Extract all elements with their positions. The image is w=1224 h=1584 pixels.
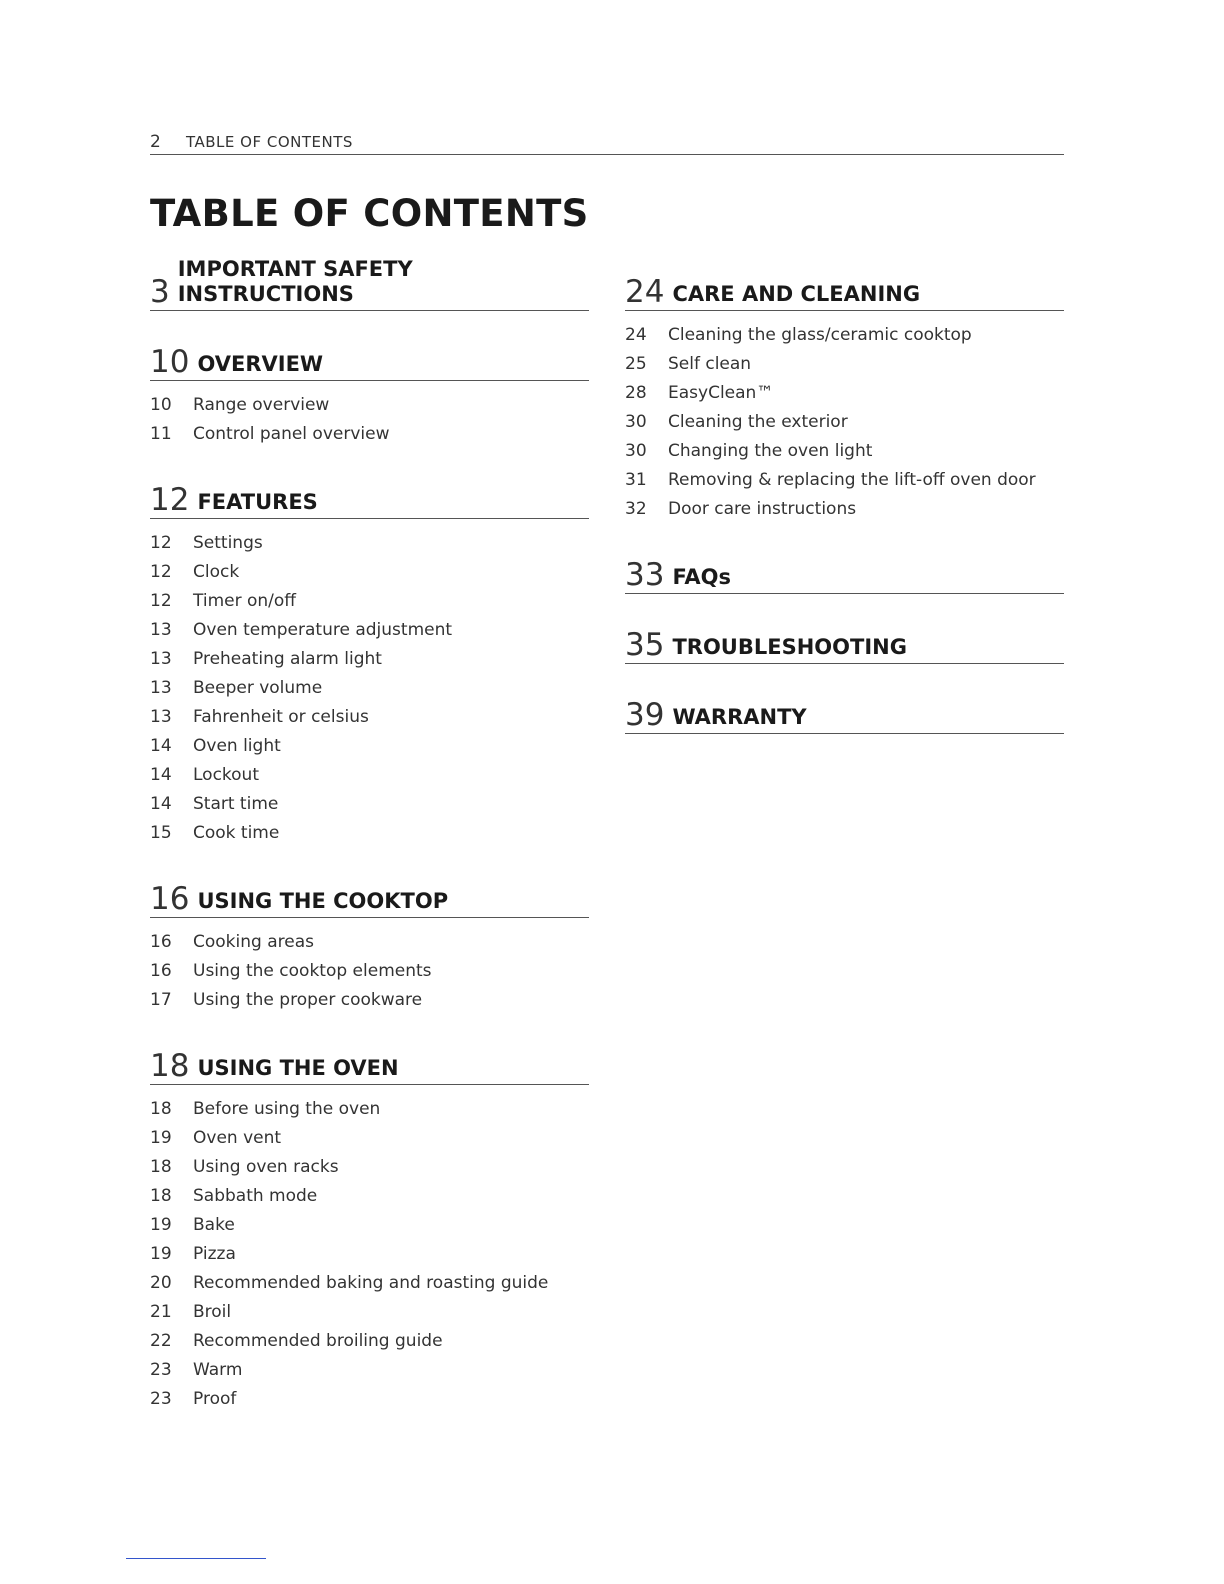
entry-title: Door care instructions <box>668 499 857 519</box>
section-page-number: 3 <box>150 274 170 310</box>
entry-page-number: 12 <box>150 591 172 611</box>
entry-page-number: 16 <box>150 961 172 981</box>
entry-title: Cook time <box>193 823 280 843</box>
entry-title: Timer on/off <box>193 591 297 611</box>
toc-entry[interactable] <box>150 616 589 645</box>
running-title: TABLE OF CONTENTS <box>186 133 353 151</box>
entry-page-number: 14 <box>150 794 172 814</box>
section-title: FEATURES <box>197 489 318 514</box>
section-title: USING THE COOKTOP <box>197 888 449 913</box>
entry-page-number: 18 <box>150 1157 172 1177</box>
entry-title: Clock <box>193 562 240 582</box>
entry-title: Settings <box>193 533 263 553</box>
entry-page-number: 28 <box>625 383 647 403</box>
entry-page-number: 18 <box>150 1099 172 1119</box>
entry-title: Oven temperature adjustment <box>193 620 453 640</box>
entry-page-number: 14 <box>150 736 172 756</box>
toc-section-heading[interactable] <box>625 695 1064 734</box>
toc-entry[interactable] <box>150 1298 589 1327</box>
toc-entry[interactable] <box>150 957 589 986</box>
entry-page-number: 22 <box>150 1331 172 1351</box>
toc-section-heading[interactable] <box>625 555 1064 594</box>
entry-title: Before using the oven <box>193 1099 381 1119</box>
toc-entry[interactable] <box>150 703 589 732</box>
section-page-number: 24 <box>625 274 665 310</box>
entry-title: Start time <box>193 794 279 814</box>
section-title: IMPORTANT SAFETY INSTRUCTIONS <box>177 256 413 306</box>
toc-section <box>150 480 589 848</box>
entry-page-number: 30 <box>625 441 647 461</box>
toc-section-heading[interactable] <box>150 879 589 918</box>
entry-title: EasyClean™ <box>668 383 774 403</box>
toc-entry[interactable] <box>150 645 589 674</box>
toc-entry[interactable] <box>625 350 1064 379</box>
entry-page-number: 16 <box>150 932 172 952</box>
entry-title: Cooking areas <box>193 932 314 952</box>
entry-page-number: 25 <box>625 354 647 374</box>
section-title: OVERVIEW <box>197 351 324 376</box>
entry-title: Bake <box>193 1215 235 1235</box>
toc-entry[interactable] <box>150 1385 589 1414</box>
entry-title: Preheating alarm light <box>193 649 382 669</box>
entry-page-number: 19 <box>150 1244 172 1264</box>
entry-page-number: 24 <box>625 325 647 345</box>
section-page-number: 16 <box>150 881 190 917</box>
toc-entry[interactable] <box>625 495 1064 524</box>
toc-entry[interactable] <box>150 1182 589 1211</box>
toc-entry[interactable] <box>150 986 589 1015</box>
entry-title: Fahrenheit or celsius <box>193 707 369 727</box>
page-number: 2 <box>150 132 162 152</box>
section-title: WARRANTY <box>672 704 807 729</box>
toc-section-heading[interactable] <box>150 1046 589 1085</box>
toc-entry[interactable] <box>625 408 1064 437</box>
toc-section-heading[interactable] <box>625 625 1064 664</box>
toc-section <box>625 695 1064 734</box>
toc-entry[interactable] <box>150 1124 589 1153</box>
toc-right-column <box>625 272 1064 765</box>
entry-title: Using the proper cookware <box>193 990 423 1010</box>
entry-page-number: 23 <box>150 1360 172 1380</box>
toc-entry[interactable] <box>150 1240 589 1269</box>
toc-entry[interactable] <box>625 437 1064 466</box>
section-page-number: 39 <box>625 697 665 733</box>
entry-title: Cleaning the exterior <box>668 412 848 432</box>
toc-section <box>150 879 589 1015</box>
section-page-number: 12 <box>150 482 190 518</box>
toc-entry[interactable] <box>150 732 589 761</box>
toc-entry[interactable] <box>150 1211 589 1240</box>
entry-title: Lockout <box>193 765 259 785</box>
toc-entry[interactable] <box>150 1095 589 1124</box>
toc-entry-list <box>150 529 589 848</box>
entry-title: Changing the oven light <box>668 441 873 461</box>
entry-page-number: 20 <box>150 1273 172 1293</box>
entry-page-number: 19 <box>150 1215 172 1235</box>
entry-title: Using the cooktop elements <box>193 961 432 981</box>
entry-page-number: 13 <box>150 678 172 698</box>
toc-entry[interactable] <box>625 321 1064 350</box>
entry-page-number: 12 <box>150 533 172 553</box>
section-title: CARE AND CLEANING <box>672 281 921 306</box>
toc-section <box>625 272 1064 524</box>
toc-section <box>150 1046 589 1414</box>
toc-entry[interactable] <box>150 1153 589 1182</box>
entry-title: Using oven racks <box>193 1157 339 1177</box>
entry-page-number: 14 <box>150 765 172 785</box>
entry-page-number: 13 <box>150 649 172 669</box>
entry-title: Sabbath mode <box>193 1186 318 1206</box>
entry-page-number: 11 <box>150 424 172 444</box>
toc-entry[interactable] <box>150 587 589 616</box>
entry-title: Recommended broiling guide <box>193 1331 443 1351</box>
entry-title: Oven light <box>193 736 281 756</box>
toc-entry-list <box>150 928 589 1015</box>
entry-page-number: 21 <box>150 1302 172 1322</box>
footer-rule <box>126 1558 266 1559</box>
toc-entry[interactable] <box>150 391 589 420</box>
entry-title: Removing & replacing the lift-off oven door <box>668 470 1036 490</box>
section-page-number: 33 <box>625 557 665 593</box>
toc-entry[interactable] <box>150 1356 589 1385</box>
entry-title: Proof <box>193 1389 237 1409</box>
toc-entry-list <box>625 321 1064 524</box>
entry-page-number: 12 <box>150 562 172 582</box>
toc-entry[interactable] <box>150 790 589 819</box>
entry-title: Warm <box>193 1360 243 1380</box>
entry-title: Range overview <box>193 395 330 415</box>
entry-page-number: 15 <box>150 823 172 843</box>
entry-title: Self clean <box>668 354 752 374</box>
entry-page-number: 32 <box>625 499 647 519</box>
toc-entry[interactable] <box>150 558 589 587</box>
toc-section-heading[interactable] <box>150 256 589 311</box>
section-page-number: 35 <box>625 627 665 663</box>
entry-title: Oven vent <box>193 1128 282 1148</box>
toc-entry[interactable] <box>150 420 589 449</box>
toc-entry[interactable] <box>150 761 589 790</box>
entry-page-number: 13 <box>150 620 172 640</box>
toc-section <box>150 342 589 449</box>
entry-title: Control panel overview <box>193 424 390 444</box>
entry-page-number: 10 <box>150 395 172 415</box>
running-header <box>150 132 1064 155</box>
toc-entry[interactable] <box>625 466 1064 495</box>
toc-entry[interactable] <box>150 928 589 957</box>
section-title: FAQs <box>672 564 731 589</box>
toc-left-column <box>150 256 589 1445</box>
entry-page-number: 13 <box>150 707 172 727</box>
section-title: USING THE OVEN <box>197 1055 399 1080</box>
toc-entry[interactable] <box>625 379 1064 408</box>
page-title: TABLE OF CONTENTS <box>150 192 589 235</box>
toc-section-heading[interactable] <box>150 480 589 519</box>
entry-page-number: 31 <box>625 470 647 490</box>
toc-entry[interactable] <box>150 819 589 848</box>
section-title: TROUBLESHOOTING <box>672 634 907 659</box>
entry-page-number: 23 <box>150 1389 172 1409</box>
entry-page-number: 17 <box>150 990 172 1010</box>
entry-title: Broil <box>193 1302 232 1322</box>
toc-entry[interactable] <box>150 1269 589 1298</box>
toc-entry[interactable] <box>150 529 589 558</box>
entry-title: Beeper volume <box>193 678 323 698</box>
toc-entry-list <box>150 391 589 449</box>
toc-entry[interactable] <box>150 674 589 703</box>
toc-entry-list <box>150 1095 589 1414</box>
entry-page-number: 30 <box>625 412 647 432</box>
entry-title: Cleaning the glass/ceramic cooktop <box>668 325 972 345</box>
entry-title: Pizza <box>193 1244 236 1264</box>
entry-title: Recommended baking and roasting guide <box>193 1273 549 1293</box>
section-page-number: 18 <box>150 1048 190 1084</box>
entry-page-number: 19 <box>150 1128 172 1148</box>
toc-entry[interactable] <box>150 1327 589 1356</box>
toc-section <box>625 625 1064 664</box>
toc-section-heading[interactable] <box>625 272 1064 311</box>
entry-page-number: 18 <box>150 1186 172 1206</box>
section-page-number: 10 <box>150 344 190 380</box>
toc-section <box>150 256 589 311</box>
toc-section <box>625 555 1064 594</box>
toc-section-heading[interactable] <box>150 342 589 381</box>
